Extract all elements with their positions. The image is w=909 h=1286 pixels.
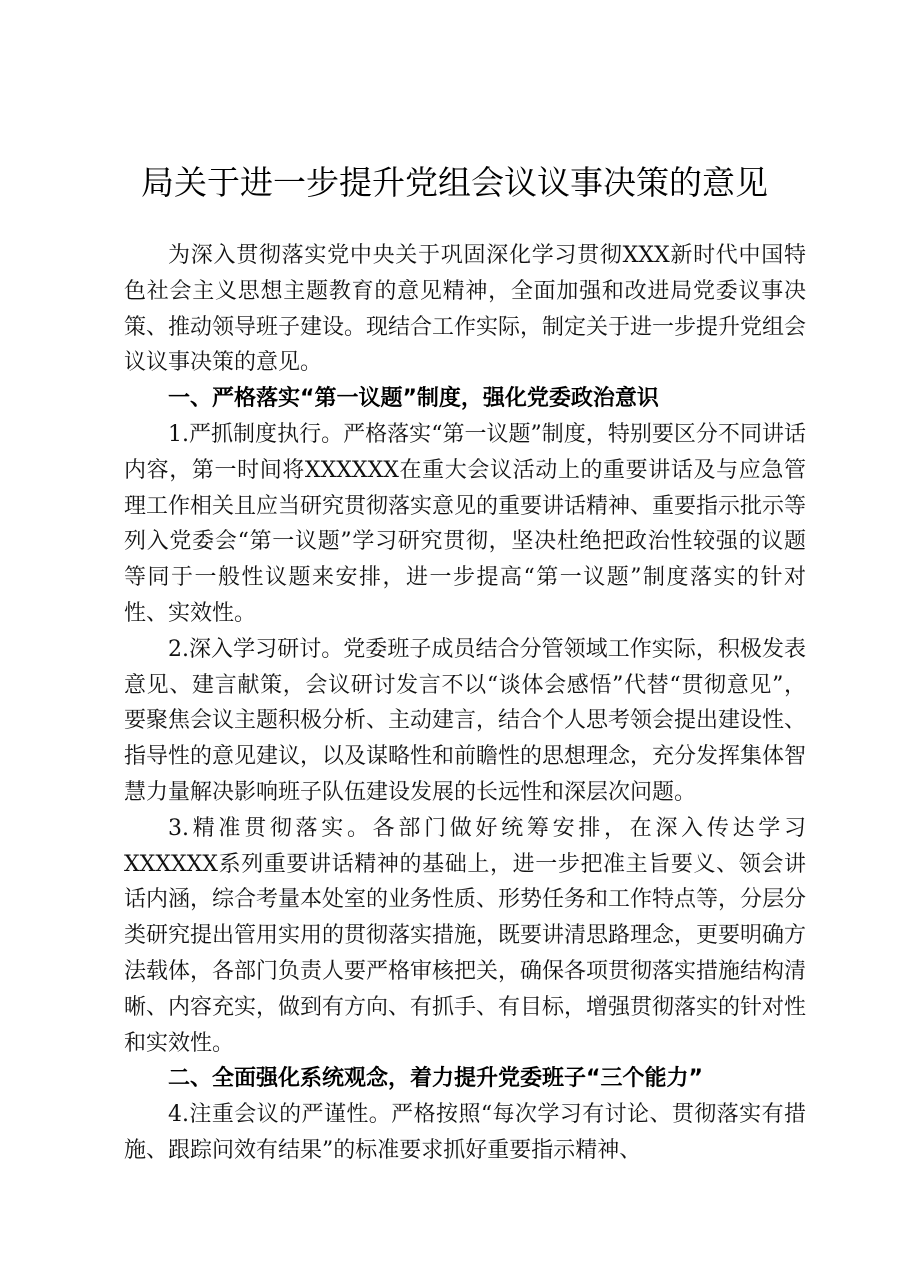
section-heading-2: 二、全面强化系统观念，着力提升党委班子“三个能力” (168, 1066, 703, 1092)
paragraph-item-1: 1.严抓制度执行。严格落实“第一议题”制度，特别要区分不同讲话内容，第一时间将XXXXXX在重大会议活动上的重要讲话及与应急管理工作相关且应当研究贯彻落实意见的重要讲话精神、重要指示批示等列入党委会“第一议题”学习研究贯彻，坚决杜绝把政治性较强的议题等同于一般性议题来安排，进一步提高“第一议题”制度落实的针对性、实效性。 (124, 421, 807, 626)
paragraph-item-2: 2.深入学习研讨。党委班子成员结合分管领域工作实际，积极发表意见、建言献策，会议研讨发言不以“谈体会感悟”代替“贯彻意见”，要聚焦会议主题积极分析、主动建言，结合个人思考领会提出建设性、指导性的意见建议，以及谋略性和前瞻性的思想理念，充分发挥集体智慧力量解决影响班子队伍建设发展的长远性和深层次问题。 (124, 636, 807, 805)
paragraph-item-3: 3.精准贯彻落实。各部门做好统筹安排，在深入传达学习XXXXXX系列重要讲话精神的基础上，进一步把准主旨要义、领会讲话内涵，综合考量本处室的业务性质、形势任务和工作特点等，分层分类研究提出管用实用的贯彻落实措施，既要讲清思路理念，更要明确方法载体，各部门负责人要严格审核把关，确保各项贯彻落实措施结构清晰、内容充实，做到有方向、有抓手、有目标，增强贯彻落实的针对性和实效性。 (124, 815, 807, 1056)
intro-paragraph: 为深入贯彻落实党中央关于巩固深化学习贯彻XXX新时代中国特色社会主义思想主题教育的意见精神，全面加强和改进局党委议事决策、推动领导班子建设。现结合工作实际，制定关于进一步提升党组会议议事决策的意见。 (124, 243, 807, 376)
paragraph-item-4: 4.注重会议的严谨性。严格按照“每次学习有讨论、贯彻落实有措施、跟踪问效有结果”的标准要求抓好重要指示精神、 (124, 1102, 806, 1163)
document-body (124, 238, 806, 1169)
document-title: 局关于进一步提升党组会议议事决策的意见 (141, 163, 768, 202)
section-heading-1: 一、严格落实“第一议题”制度，强化党委政治意识 (168, 386, 659, 412)
